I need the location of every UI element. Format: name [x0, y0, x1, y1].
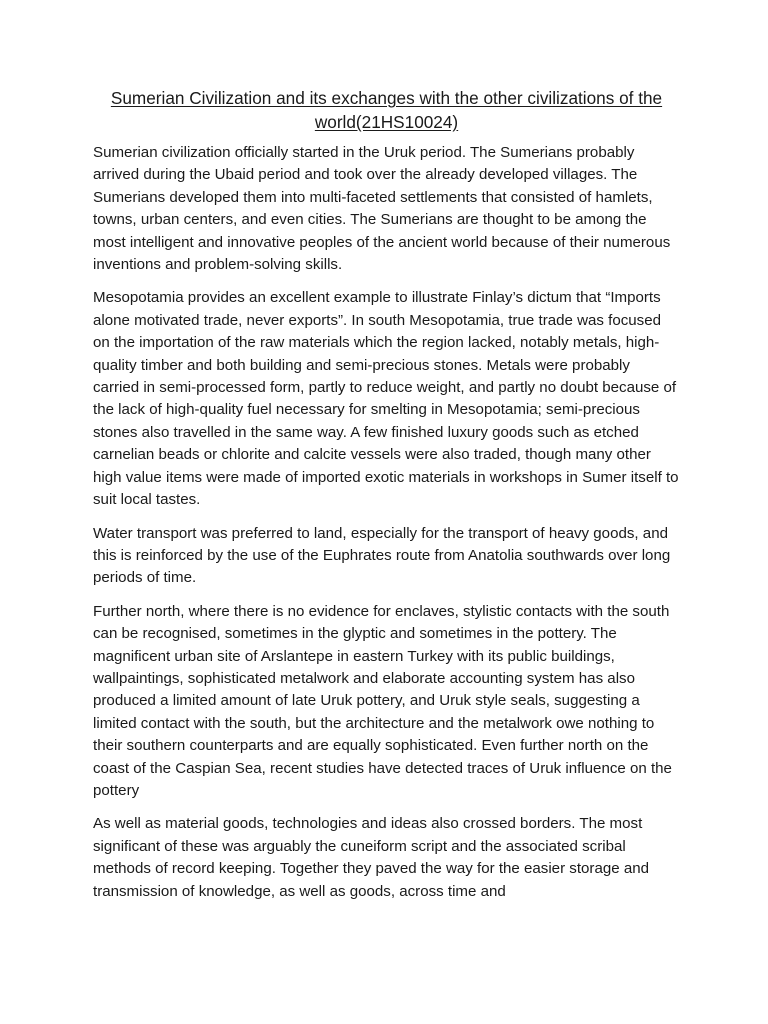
paragraph-northern-contacts: Further north, where there is no evidence for enclaves, stylistic contacts with the south can be recognised, sometimes in the glyptic and sometimes in the pottery. The magnificent urban site of Arslantepe in eastern Turkey with its public buildings, wallpaintings, sophisticated metalwork and elaborate accounting system has also produced a limited amount of late Uruk pottery, and Uruk style seals, suggesting a limited contact with the south, but the architecture and the metalwork owe nothing to their southern counterparts and are equally sophisticated. Even further north on the coast of the Caspian Sea, recent studies have detected traces of Uruk influence on the pottery: [93, 602, 672, 799]
paragraph-mesopotamia-trade: Mesopotamia provides an excellent example to illustrate Finlay’s dictum that “Imports alone motivated trade, never exports”. In south Mesopotamia, true trade was focused on the importation of the raw materials which the region lacked, notably metals, high-quality timber and both building and semi-precious stones. Metals were probably carried in semi-processed form, partly to reduce weight, and partly no doubt because of the lack of high-quality fuel necessary for smelting in Mesopotamia; semi-precious stones also travelled in the same way. A few finished luxury goods such as etched carnelian beads or chlorite and calcite vessels were also traded, though many other high value items were made of imported exotic materials in workshops in Sumer itself to suit local tastes.: [93, 289, 679, 509]
paragraph-water-transport: Water transport was preferred to land, especially for the transport of heavy goods, and this is reinforced by the use of the Euphrates route from Anatolia southwards over long periods of time.: [93, 524, 671, 587]
paragraph-technologies-ideas: As well as material goods, technologies and ideas also crossed borders. The most significant of these was arguably the cuneiform script and the associated scribal methods of record keeping. Together they paved the way for the easier storage and transmission of knowledge, as well as goods, across time and: [93, 815, 650, 900]
paragraph-intro: Sumerian civilization officially started in the Uruk period. The Sumerians probably arrived during the Ubaid period and took over the already developed villages. The Sumerians developed them into multi-faceted settlements that consisted of hamlets, towns, urban centers, and even cities. The Sumerians are thought to be among the most intelligent and innovative peoples of the ancient world because of their numerous inventions and problem-solving skills.: [93, 144, 671, 274]
document-title: Sumerian Civilization and its exchanges with the other civilizations of the world(21HS10024): [110, 88, 663, 132]
